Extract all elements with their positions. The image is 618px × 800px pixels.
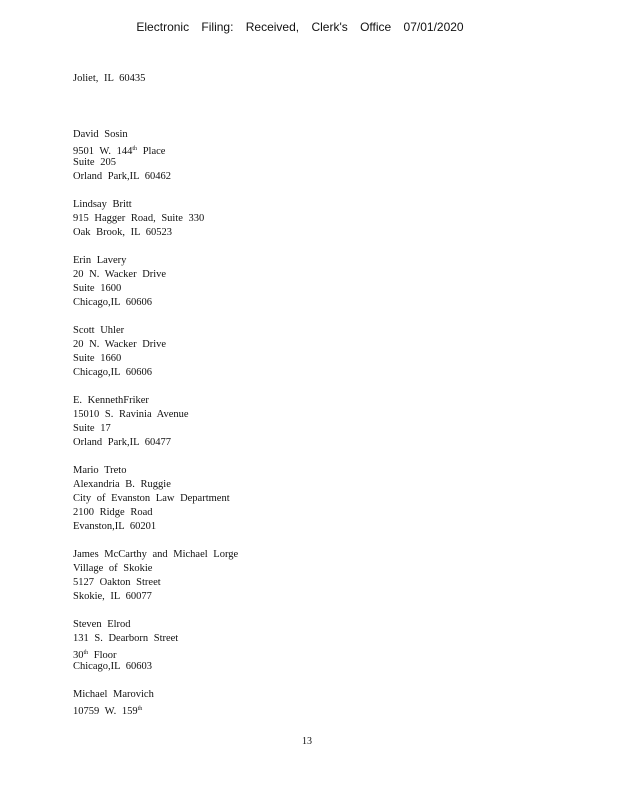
- address-block: [73, 72, 238, 86]
- address-line: Michael Marovich: [73, 689, 154, 700]
- address-block: [73, 548, 238, 604]
- address-block: [73, 688, 238, 716]
- address-line: 131 S. Dearborn Street: [73, 633, 179, 644]
- address-block: [73, 198, 238, 240]
- address-line: Chicago,IL 60603: [73, 661, 153, 672]
- address-line: Evanston,IL 60201: [73, 521, 157, 532]
- address-line: Erin Lavery: [73, 255, 127, 266]
- address-line: 15010 S. Ravinia Avenue: [73, 409, 189, 420]
- address-block: [73, 128, 238, 184]
- address-line: Suite 1600: [73, 283, 122, 294]
- address-line: James McCarthy and Michael Lorge: [73, 549, 239, 560]
- address-line: Suite 1660: [73, 353, 122, 364]
- address-block: [73, 618, 238, 674]
- address-line: 10759 W. 159th: [73, 706, 143, 717]
- address-line: David Sosin: [73, 129, 128, 140]
- address-line: City of Evanston Law Department: [73, 493, 230, 504]
- address-line: Oak Brook, IL 60523: [73, 227, 173, 238]
- address-line: 9501 W. 144th Place: [73, 146, 166, 157]
- address-line: Suite 17: [73, 423, 111, 434]
- address-line: 2100 Ridge Road: [73, 507, 153, 518]
- address-line: Chicago,IL 60606: [73, 367, 153, 378]
- filing-stamp-header: Electronic Filing: Received, Clerk's Office 07/01/2020: [136, 20, 464, 34]
- address-list: [73, 72, 238, 730]
- address-block: [73, 394, 238, 450]
- address-line: 20 N. Wacker Drive: [73, 339, 167, 350]
- address-line: Mario Treto: [73, 465, 127, 476]
- address-line: Orland Park,IL 60477: [73, 437, 172, 448]
- address-line: Chicago,IL 60606: [73, 297, 153, 308]
- address-line: 30th Floor: [73, 650, 117, 661]
- address-line: Alexandria B. Ruggie: [73, 479, 171, 490]
- address-line: Joliet, IL 60435: [73, 73, 146, 84]
- address-line: Steven Elrod: [73, 619, 131, 630]
- page-number: 13: [302, 736, 312, 747]
- address-line: E. KennethFriker: [73, 395, 149, 406]
- address-line: 5127 Oakton Street: [73, 577, 161, 588]
- address-line: Orland Park,IL 60462: [73, 171, 172, 182]
- address-block: [73, 464, 238, 534]
- address-line: Village of Skokie: [73, 563, 153, 574]
- address-line: Scott Uhler: [73, 325, 125, 336]
- address-block: [73, 324, 238, 380]
- address-line: 915 Hagger Road, Suite 330: [73, 213, 205, 224]
- address-line: 20 N. Wacker Drive: [73, 269, 167, 280]
- address-line: Lindsay Britt: [73, 199, 132, 210]
- address-block: [73, 254, 238, 310]
- address-line: Suite 205: [73, 157, 116, 168]
- address-line: Skokie, IL 60077: [73, 591, 152, 602]
